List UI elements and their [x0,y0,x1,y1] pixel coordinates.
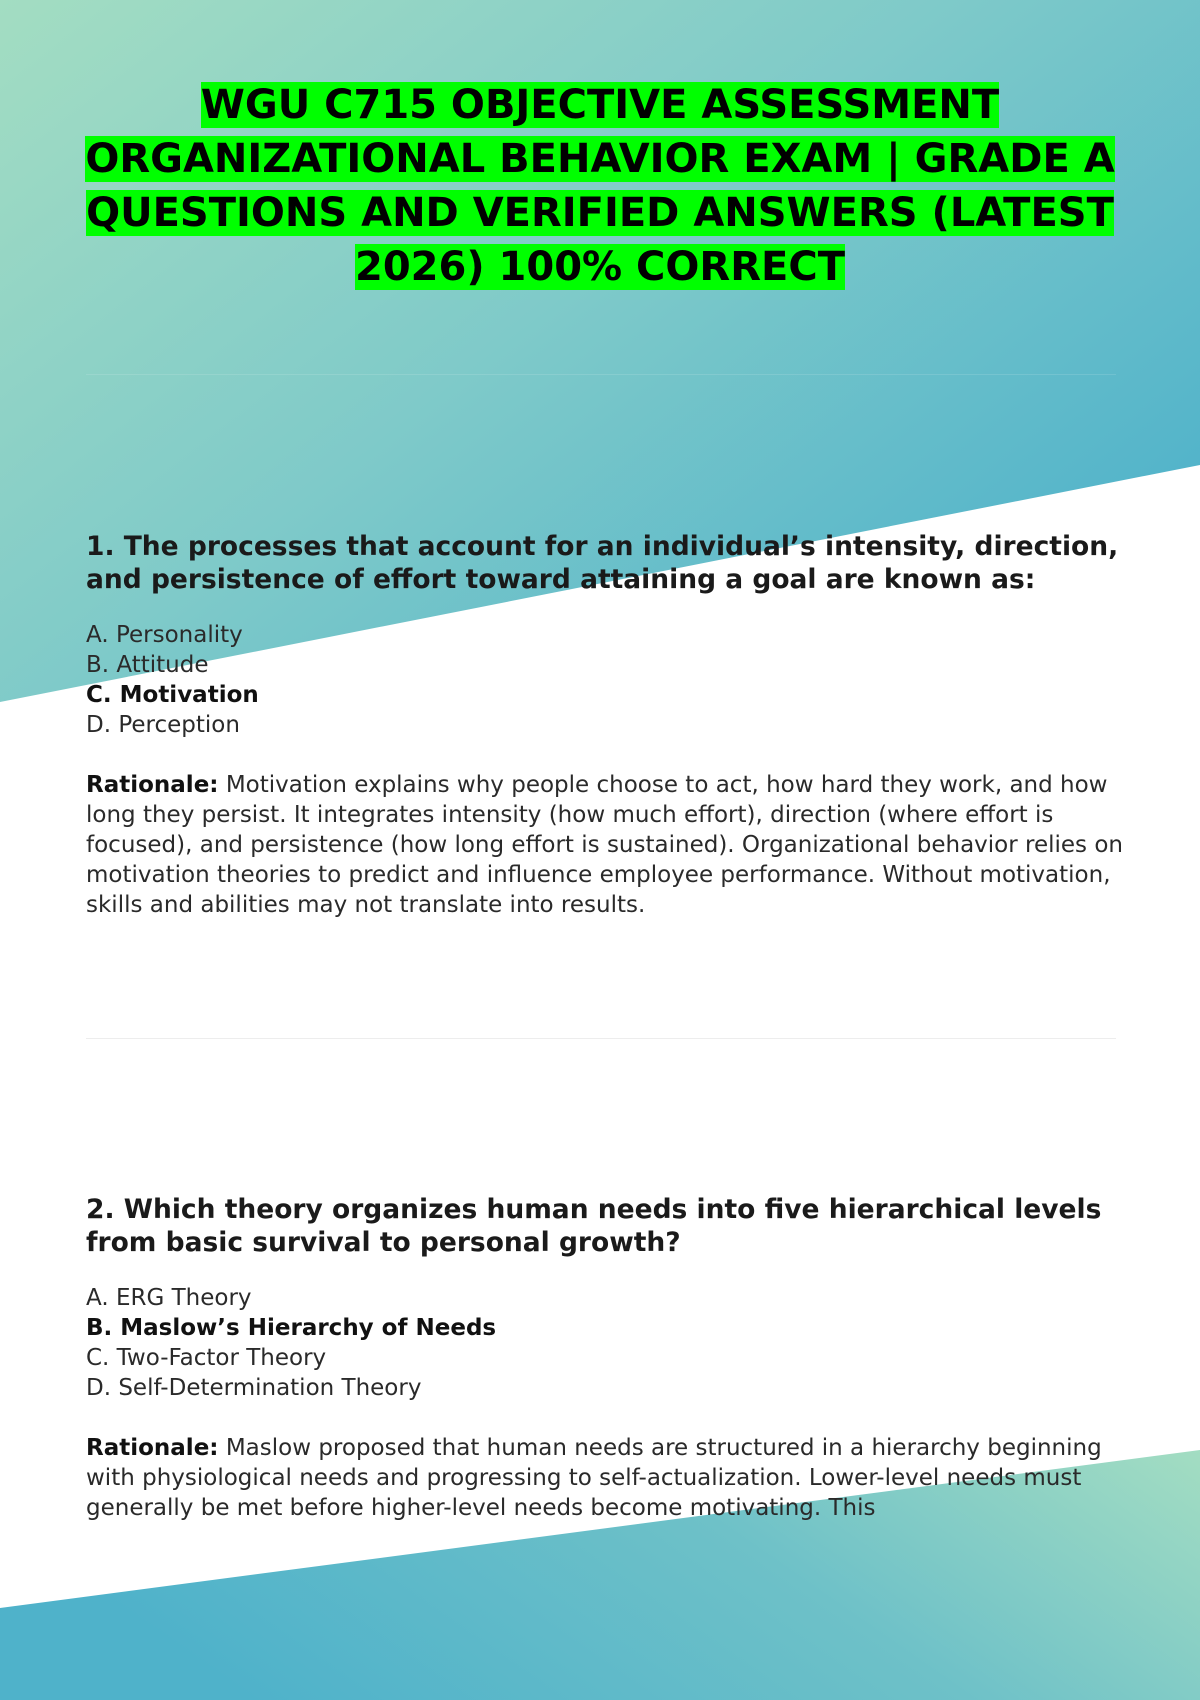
header-divider [86,374,1116,375]
question-1-text: 1. The processes that account for an individual’s intensity, direction, and persistence of effort toward attaining a goal are known as: [86,531,1119,595]
question-2-text: 2. Which theory organizes human needs into five hierarchical levels from basic survival to personal growth? [86,1194,1102,1258]
question-2-option-d: D. Self-Determination Theory [86,1375,422,1401]
question-1-options [86,620,1126,740]
question-1-option-b: B. Attitude [86,652,209,678]
question-1-option-c-correct: C. Motivation [86,682,259,708]
title-highlight: WGU C715 OBJECTIVE ASSESSMENT ORGANIZATIONAL BEHAVIOR EXAM | GRADE A QUESTIONS AND VERIFIED ANSWERS (LATEST 2026) 100% CORRECT [85,82,1115,290]
section-divider [86,1038,1116,1039]
question-2-rationale-label: Rationale: [86,1435,219,1461]
question-1-rationale-text: Motivation explains why people choose to act, how hard they work, and how long they persist. It integrates intensity (how much effort), direction (where effort is focused), and persistence (how long effort is sustained). Organizational behavior relies on motivation theories to predict and influence employee performance. Without motivation, skills and abilities may not translate into results. [86,772,1123,918]
question-2-options [86,1283,1126,1403]
question-1-rationale [86,770,1126,920]
question-2 [86,1193,1126,1523]
question-2-rationale-text: Maslow proposed that human needs are structured in a hierarchy beginning with physiological needs and progressing to self-actualization. Lower-level needs must generally be met before higher-level needs become motivating. This [86,1435,1102,1521]
question-2-rationale [86,1433,1126,1523]
question-1 [86,530,1126,920]
question-1-option-a: A. Personality [86,622,243,648]
question-1-option-d: D. Perception [86,712,240,738]
question-1-rationale-label: Rationale: [86,772,219,798]
title-block [80,78,1120,294]
question-2-option-c: C. Two-Factor Theory [86,1345,327,1371]
question-2-option-b-correct: B. Maslow’s Hierarchy of Needs [86,1315,497,1341]
document-title [80,78,1120,294]
question-2-option-a: A. ERG Theory [86,1285,252,1311]
